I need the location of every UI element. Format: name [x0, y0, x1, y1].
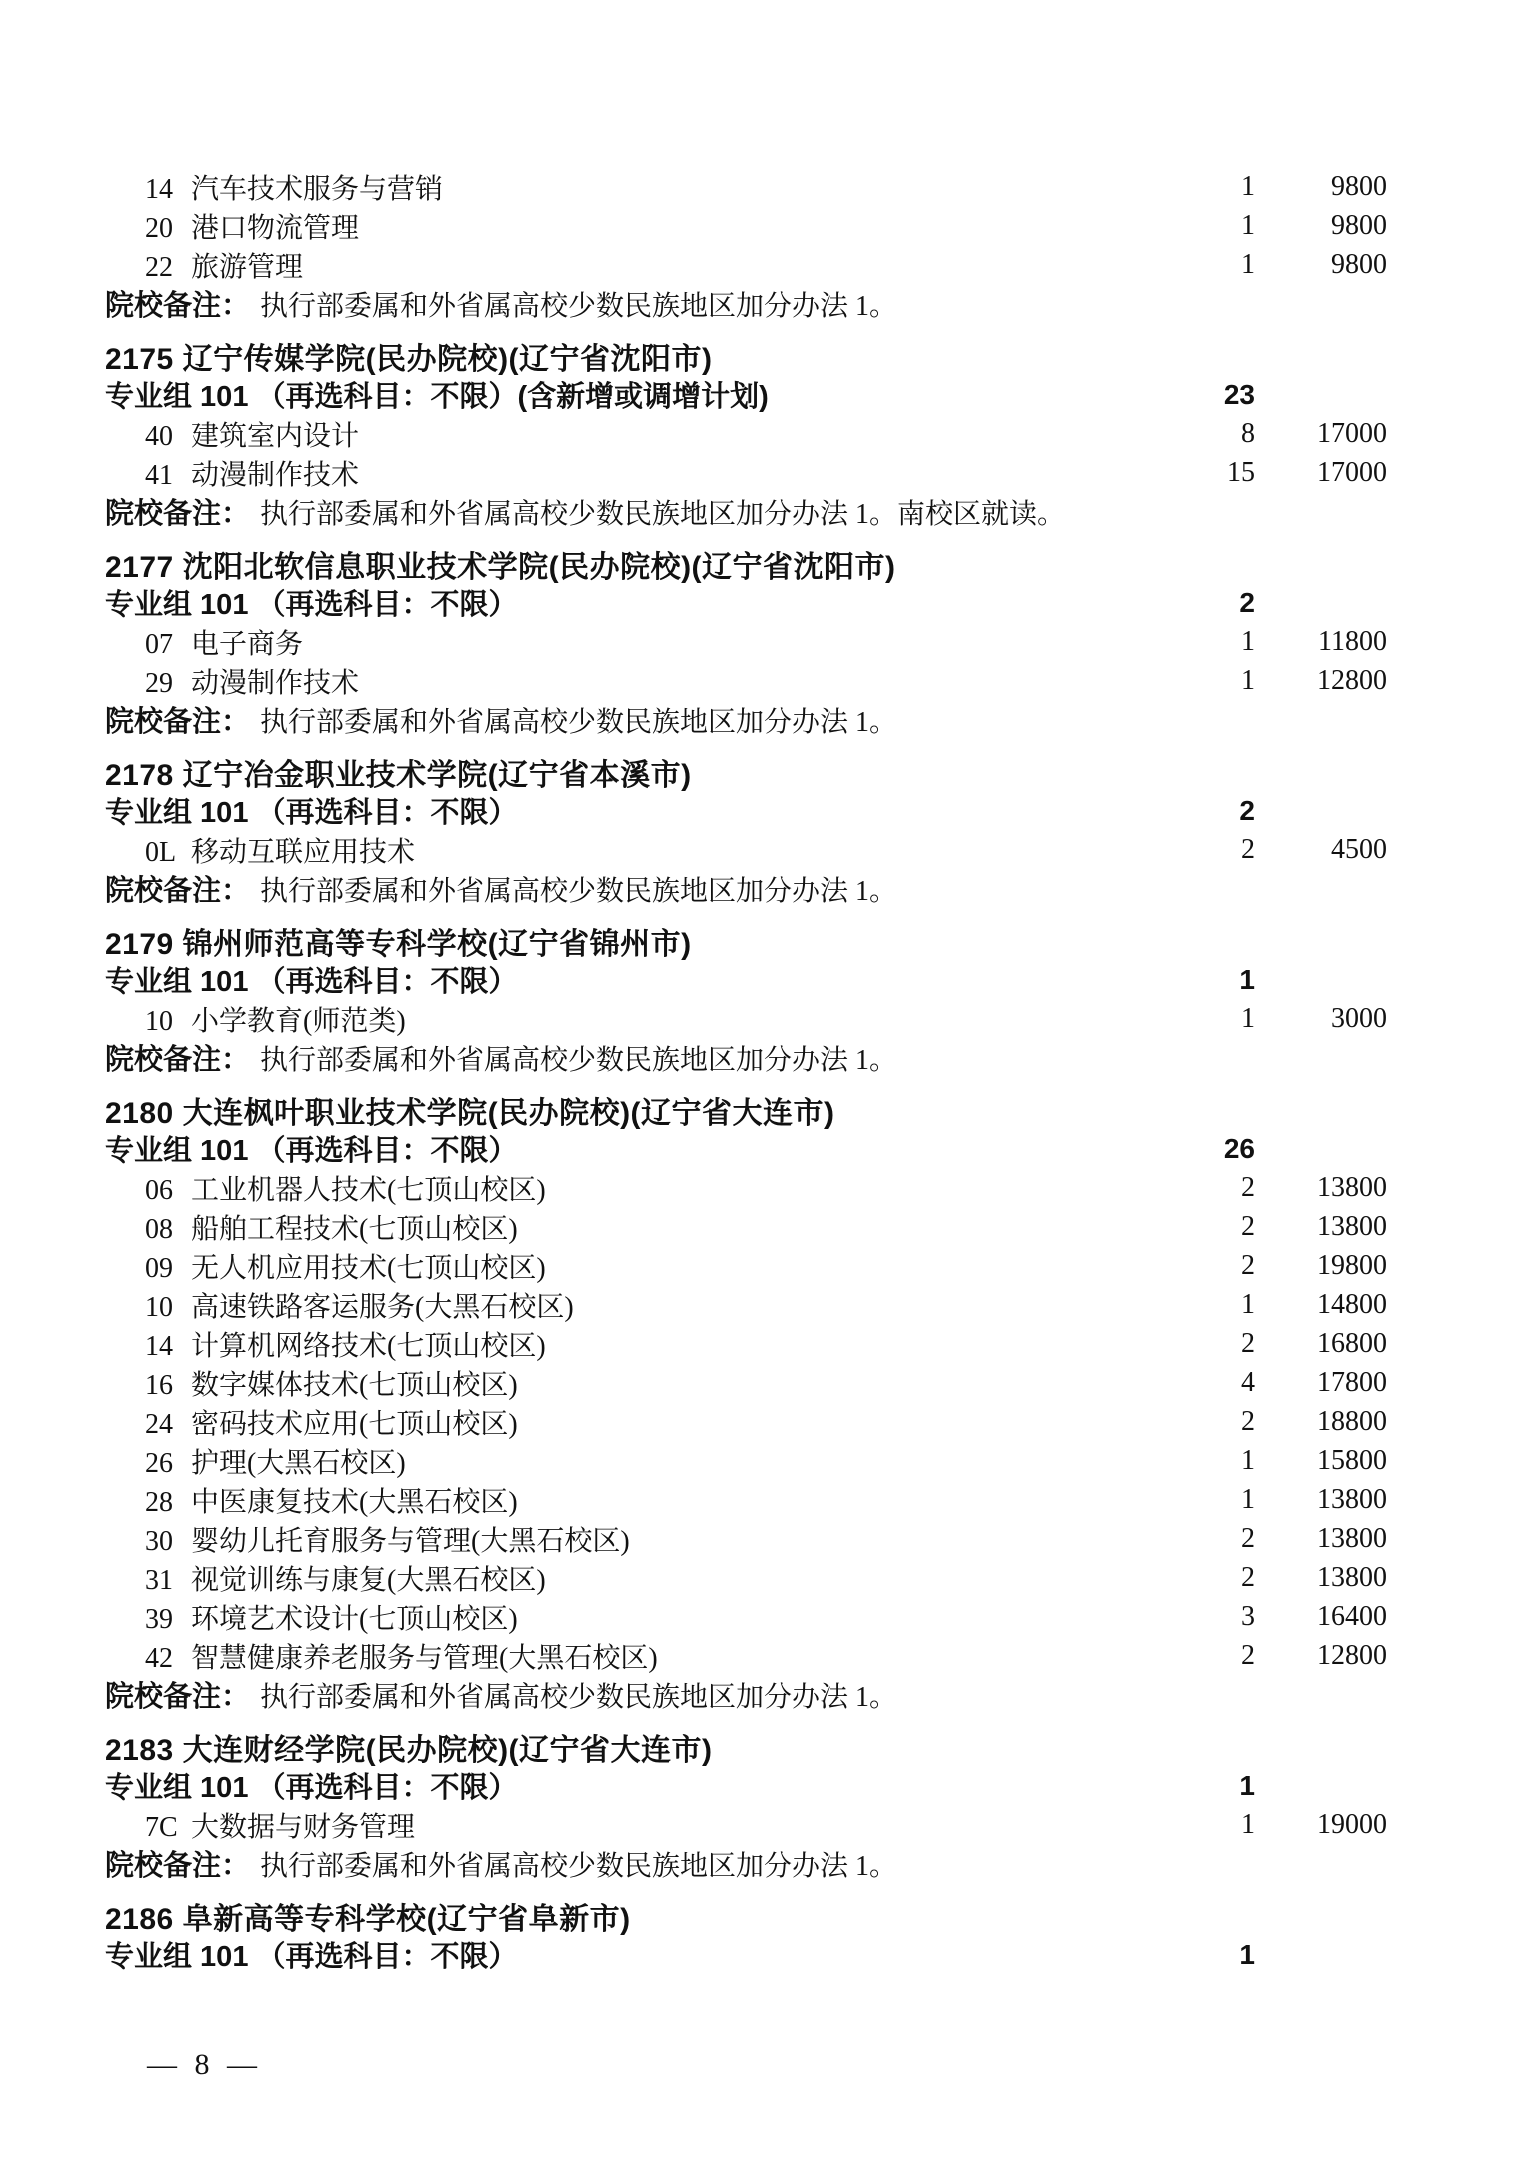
- course-name: 旅游管理: [191, 251, 304, 283]
- remark-text: 执行部委属和外省属高校少数民族地区加分办法 1。: [260, 1850, 898, 1882]
- remark-label: 院校备注：: [105, 290, 251, 322]
- course-code: 22: [145, 251, 173, 283]
- remark-line: [105, 869, 1387, 908]
- group-plan-count: 1: [1239, 963, 1255, 995]
- school-header: 2180 大连枫叶职业技术学院(民办院校)(辽宁省大连市): [105, 1096, 835, 1130]
- plan-count: 1: [1241, 1808, 1255, 1840]
- group-line: [105, 1935, 1387, 1974]
- course-name: 小学教育(师范类): [191, 1005, 406, 1037]
- tuition-fee: 19000: [1317, 1808, 1387, 1840]
- course-label: [105, 999, 1179, 1039]
- course-code: 30: [145, 1525, 173, 1557]
- remark-label: 院校备注：: [105, 498, 251, 530]
- course-code: 24: [145, 1408, 173, 1440]
- group-plan-count: 23: [1223, 378, 1255, 410]
- remark-label: 院校备注：: [105, 1681, 251, 1713]
- plan-count: 15: [1227, 456, 1255, 488]
- course-label: [105, 622, 1179, 662]
- group-label: 专业组 101 （再选科目：不限）: [105, 589, 518, 621]
- course-code: 31: [145, 1564, 173, 1596]
- tuition-fee: 12800: [1317, 1639, 1387, 1671]
- course-label: [105, 1207, 1179, 1247]
- course-label: [105, 1402, 1179, 1442]
- course-row: [105, 245, 1387, 284]
- tuition-fee: 9800: [1331, 209, 1387, 241]
- remark-text: 执行部委属和外省属高校少数民族地区加分办法 1。: [260, 290, 898, 322]
- plan-count: 2: [1241, 833, 1255, 865]
- school-section: [105, 544, 1387, 739]
- school-section: [105, 336, 1387, 531]
- tuition-fee: 15800: [1317, 1444, 1387, 1476]
- remark-label: 院校备注：: [105, 1850, 251, 1882]
- school-section: [105, 1727, 1387, 1883]
- remark-text: 执行部委属和外省属高校少数民族地区加分办法 1。: [260, 1681, 898, 1713]
- course-row: [105, 1636, 1387, 1675]
- course-label: [105, 453, 1179, 493]
- school-section: [105, 167, 1387, 323]
- course-label: [105, 1324, 1179, 1364]
- course-code: 16: [145, 1369, 173, 1401]
- plan-count: 1: [1241, 1288, 1255, 1320]
- group-label: 专业组 101 （再选科目：不限）: [105, 966, 518, 998]
- course-name: 建筑室内设计: [191, 420, 360, 452]
- school-section: [105, 1090, 1387, 1714]
- course-name: 婴幼儿托育服务与管理(大黑石校区): [191, 1525, 630, 1557]
- course-label: [105, 1363, 1179, 1403]
- course-label: [105, 1168, 1179, 1208]
- course-label: [105, 414, 1179, 454]
- course-row: [105, 1207, 1387, 1246]
- plan-count: 1: [1241, 170, 1255, 202]
- course-row: [105, 1805, 1387, 1844]
- tuition-fee: 17000: [1317, 456, 1387, 488]
- course-label: [105, 661, 1179, 701]
- tuition-fee: 4500: [1331, 833, 1387, 865]
- tuition-fee: 18800: [1317, 1405, 1387, 1437]
- course-code: 20: [145, 212, 173, 244]
- course-label: [105, 830, 1179, 870]
- group-line: [105, 1129, 1387, 1168]
- plan-count: 3: [1241, 1600, 1255, 1632]
- tuition-fee: 14800: [1317, 1288, 1387, 1320]
- course-label: [105, 1597, 1179, 1637]
- school-header: 2177 沈阳北软信息职业技术学院(民办院校)(辽宁省沈阳市): [105, 550, 896, 584]
- course-row: [105, 1441, 1387, 1480]
- plan-count: 2: [1241, 1210, 1255, 1242]
- tuition-fee: 13800: [1317, 1522, 1387, 1554]
- school-section: [105, 752, 1387, 908]
- course-label: [105, 1480, 1179, 1520]
- course-code: 10: [145, 1005, 173, 1037]
- course-name: 港口物流管理: [191, 212, 360, 244]
- school-header: 2179 锦州师范高等专科学校(辽宁省锦州市): [105, 927, 692, 961]
- tuition-fee: 13800: [1317, 1483, 1387, 1515]
- group-label: 专业组 101 （再选科目：不限）(含新增或调增计划): [105, 381, 769, 413]
- course-row: [105, 1168, 1387, 1207]
- course-label: [105, 1441, 1179, 1481]
- course-name: 智慧健康养老服务与管理(大黑石校区): [191, 1642, 658, 1674]
- course-name: 中医康复技术(大黑石校区): [191, 1486, 518, 1518]
- course-row: [105, 830, 1387, 869]
- course-name: 船舶工程技术(七顶山校区): [191, 1213, 518, 1245]
- page-footer: [147, 2048, 262, 2082]
- course-code: 28: [145, 1486, 173, 1518]
- course-row: [105, 1558, 1387, 1597]
- plan-count: 2: [1241, 1522, 1255, 1554]
- course-name: 汽车技术服务与营销: [191, 173, 444, 205]
- tuition-fee: 17000: [1317, 417, 1387, 449]
- course-row: [105, 206, 1387, 245]
- course-code: 07: [145, 628, 173, 660]
- course-code: 29: [145, 667, 173, 699]
- remark-text: 执行部委属和外省属高校少数民族地区加分办法 1。: [260, 875, 898, 907]
- course-label: [105, 1285, 1179, 1325]
- course-name: 电子商务: [191, 628, 304, 660]
- course-code: 41: [145, 459, 173, 491]
- course-name: 护理(大黑石校区): [191, 1447, 406, 1479]
- course-code: 7C: [145, 1811, 178, 1843]
- course-row: [105, 1402, 1387, 1441]
- group-plan-count: 2: [1239, 794, 1255, 826]
- course-name: 动漫制作技术: [191, 667, 360, 699]
- tuition-fee: 11800: [1318, 625, 1387, 657]
- school-header: 2183 大连财经学院(民办院校)(辽宁省大连市): [105, 1733, 713, 1767]
- course-name: 移动互联应用技术: [191, 836, 416, 868]
- course-code: 14: [145, 1330, 173, 1362]
- course-name: 环境艺术设计(七顶山校区): [191, 1603, 518, 1635]
- tuition-fee: 16400: [1317, 1600, 1387, 1632]
- remark-line: [105, 492, 1387, 531]
- group-label: 专业组 101 （再选科目：不限）: [105, 1772, 518, 1804]
- plan-count: 1: [1241, 664, 1255, 696]
- course-row: [105, 1246, 1387, 1285]
- school-section: [105, 921, 1387, 1077]
- group-plan-count: 1: [1239, 1769, 1255, 1801]
- remark-line: [105, 1675, 1387, 1714]
- course-row: [105, 999, 1387, 1038]
- course-name: 大数据与财务管理: [191, 1811, 416, 1843]
- tuition-fee: 9800: [1331, 170, 1387, 202]
- course-name: 密码技术应用(七顶山校区): [191, 1408, 518, 1440]
- course-label: [105, 167, 1179, 207]
- group-plan-count: 2: [1239, 586, 1255, 618]
- course-name: 动漫制作技术: [191, 459, 360, 491]
- course-name: 工业机器人技术(七顶山校区): [191, 1174, 546, 1206]
- group-line: [105, 1766, 1387, 1805]
- course-row: [105, 414, 1387, 453]
- group-label: 专业组 101 （再选科目：不限）: [105, 1135, 518, 1167]
- tuition-fee: 16800: [1317, 1327, 1387, 1359]
- group-line: [105, 960, 1387, 999]
- remark-label: 院校备注：: [105, 706, 251, 738]
- remark-line: [105, 700, 1387, 739]
- course-name: 数字媒体技术(七顶山校区): [191, 1369, 518, 1401]
- course-code: 0L: [145, 836, 177, 868]
- school-header: 2175 辽宁传媒学院(民办院校)(辽宁省沈阳市): [105, 342, 713, 376]
- tuition-fee: 13800: [1317, 1210, 1387, 1242]
- course-label: [105, 1636, 1179, 1676]
- course-code: 10: [145, 1291, 173, 1323]
- course-row: [105, 661, 1387, 700]
- course-code: 40: [145, 420, 173, 452]
- remark-line: [105, 1038, 1387, 1077]
- course-name: 高速铁路客运服务(大黑石校区): [191, 1291, 574, 1323]
- course-row: [105, 1363, 1387, 1402]
- school-header: 2186 阜新高等专科学校(辽宁省阜新市): [105, 1902, 631, 1936]
- remark-text: 执行部委属和外省属高校少数民族地区加分办法 1。: [260, 706, 898, 738]
- plan-count: 1: [1241, 209, 1255, 241]
- course-code: 09: [145, 1252, 173, 1284]
- course-label: [105, 1246, 1179, 1286]
- course-row: [105, 1324, 1387, 1363]
- plan-count: 2: [1241, 1561, 1255, 1593]
- remark-text: 执行部委属和外省属高校少数民族地区加分办法 1。: [260, 1044, 898, 1076]
- tuition-fee: 19800: [1317, 1249, 1387, 1281]
- course-label: [105, 245, 1179, 285]
- plan-count: 1: [1241, 1002, 1255, 1034]
- group-plan-count: 1: [1239, 1938, 1255, 1970]
- course-code: 39: [145, 1603, 173, 1635]
- tuition-fee: 17800: [1317, 1366, 1387, 1398]
- remark-label: 院校备注：: [105, 875, 251, 907]
- course-label: [105, 1558, 1179, 1598]
- plan-count: 8: [1241, 417, 1255, 449]
- tuition-fee: 13800: [1317, 1171, 1387, 1203]
- plan-count: 1: [1241, 625, 1255, 657]
- plan-count: 2: [1241, 1171, 1255, 1203]
- school-section: [105, 1896, 1387, 1974]
- remark-line: [105, 1844, 1387, 1883]
- plan-count: 2: [1241, 1405, 1255, 1437]
- school-header: 2178 辽宁冶金职业技术学院(辽宁省本溪市): [105, 758, 692, 792]
- course-name: 无人机应用技术(七顶山校区): [191, 1252, 546, 1284]
- course-label: [105, 1805, 1179, 1845]
- course-code: 06: [145, 1174, 173, 1206]
- course-row: [105, 1285, 1387, 1324]
- course-code: 08: [145, 1213, 173, 1245]
- group-label: 专业组 101 （再选科目：不限）: [105, 1941, 518, 1973]
- course-label: [105, 1519, 1179, 1559]
- tuition-fee: 12800: [1317, 664, 1387, 696]
- group-line: [105, 375, 1387, 414]
- course-code: 26: [145, 1447, 173, 1479]
- plan-count: 4: [1241, 1366, 1255, 1398]
- course-label: [105, 206, 1179, 246]
- tuition-fee: 9800: [1331, 248, 1387, 280]
- course-code: 42: [145, 1642, 173, 1674]
- course-code: 14: [145, 173, 173, 205]
- course-row: [105, 167, 1387, 206]
- sections: [105, 167, 1387, 1974]
- plan-count: 1: [1241, 248, 1255, 280]
- group-label: 专业组 101 （再选科目：不限）: [105, 797, 518, 829]
- course-row: [105, 622, 1387, 661]
- group-plan-count: 26: [1223, 1132, 1255, 1164]
- page-number: — 8 —: [147, 2048, 262, 2081]
- tuition-fee: 13800: [1317, 1561, 1387, 1593]
- remark-line: [105, 284, 1387, 323]
- group-line: [105, 583, 1387, 622]
- remark-label: 院校备注：: [105, 1044, 251, 1076]
- plan-count: 2: [1241, 1327, 1255, 1359]
- group-line: [105, 791, 1387, 830]
- course-row: [105, 1597, 1387, 1636]
- course-row: [105, 453, 1387, 492]
- course-row: [105, 1519, 1387, 1558]
- course-row: [105, 1480, 1387, 1519]
- course-name: 计算机网络技术(七顶山校区): [191, 1330, 546, 1362]
- course-name: 视觉训练与康复(大黑石校区): [191, 1564, 546, 1596]
- remark-text: 执行部委属和外省属高校少数民族地区加分办法 1。南校区就读。: [260, 498, 1066, 530]
- plan-count: 2: [1241, 1639, 1255, 1671]
- tuition-fee: 3000: [1331, 1002, 1387, 1034]
- plan-count: 1: [1241, 1483, 1255, 1515]
- plan-count: 2: [1241, 1249, 1255, 1281]
- plan-count: 1: [1241, 1444, 1255, 1476]
